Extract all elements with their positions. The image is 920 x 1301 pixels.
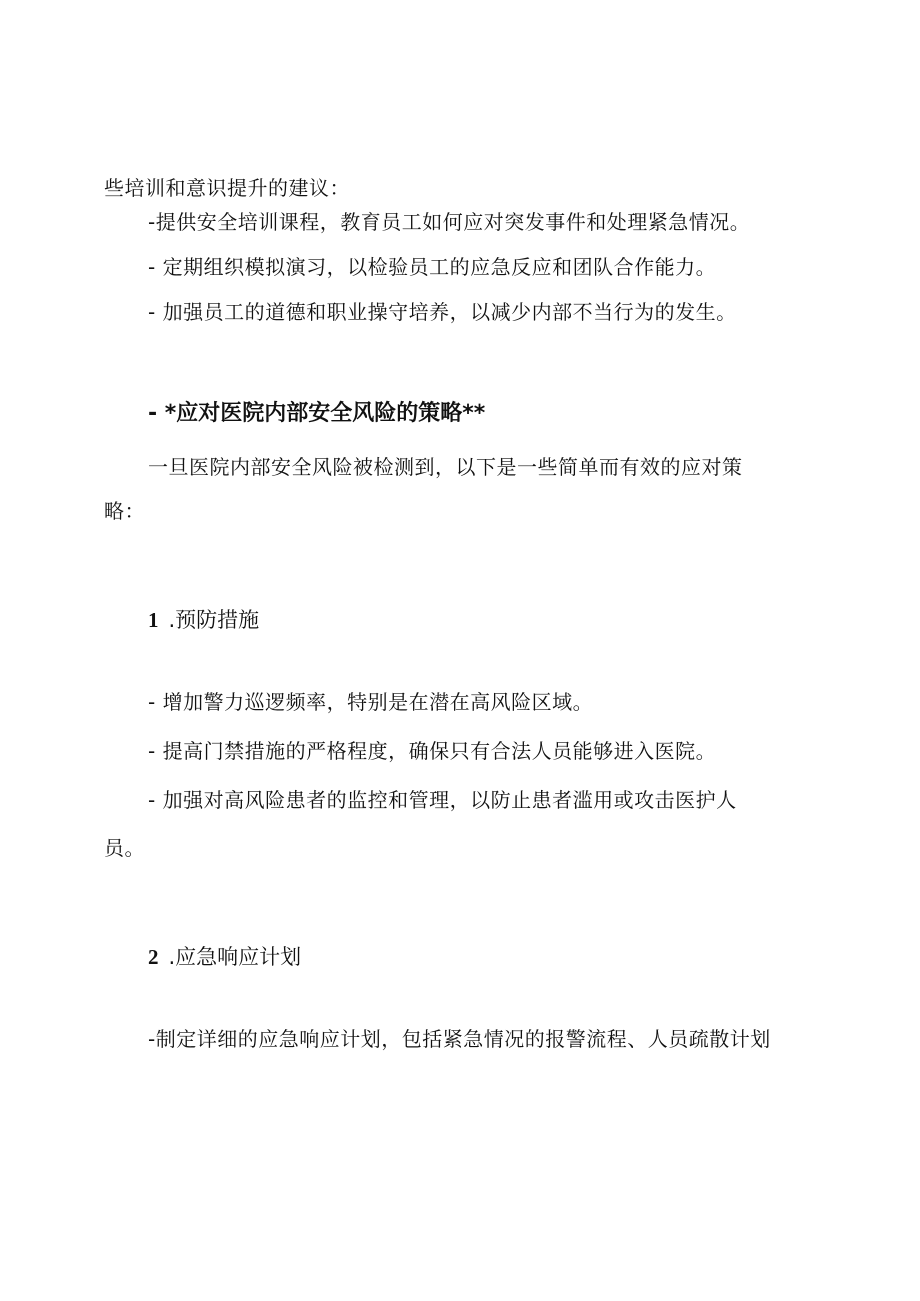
prevention-item-1: - 增加警力巡逻频率，特别是在潜在高风险区域。	[148, 690, 594, 714]
intro-bullet-3: - 加强员工的道德和职业操守培养，以减少内部不当行为的发生。	[148, 300, 737, 324]
prevention-item-3-wrap: 员。	[104, 836, 145, 860]
prevention-item-2: - 提高门禁措施的严格程度，确保只有合法人员能够进入医院。	[148, 739, 717, 763]
emergency-item-1: -制定详细的应急响应计划，包括紧急情况的报警流程、人员疏散计划	[148, 1027, 771, 1051]
prevention-item-3: - 加强对高风险患者的监控和管理，以防止患者滥用或攻击医护人	[148, 788, 737, 812]
section-paragraph-line-1: 一旦医院内部安全风险被检测到，以下是一些简单而有效的应对策	[148, 455, 743, 479]
section-heading: - *应对医院内部安全风险的策略**	[148, 401, 486, 426]
prevention-number: 1	[148, 608, 159, 632]
intro-continuation: 些培训和意识提升的建议：	[104, 176, 350, 200]
emergency-title: .应急响应计划	[168, 945, 302, 969]
intro-bullet-2: - 定期组织模拟演习，以检验员工的应急反应和团队合作能力。	[148, 255, 717, 279]
emergency-heading	[148, 942, 301, 972]
emergency-number: 2	[148, 945, 159, 969]
prevention-title: .预防措施	[168, 608, 260, 632]
intro-bullet-1: -提供安全培训课程，教育员工如何应对突发事件和处理紧急情况。	[148, 210, 751, 234]
section-paragraph-line-2: 略：	[104, 499, 145, 523]
prevention-heading	[148, 605, 259, 635]
